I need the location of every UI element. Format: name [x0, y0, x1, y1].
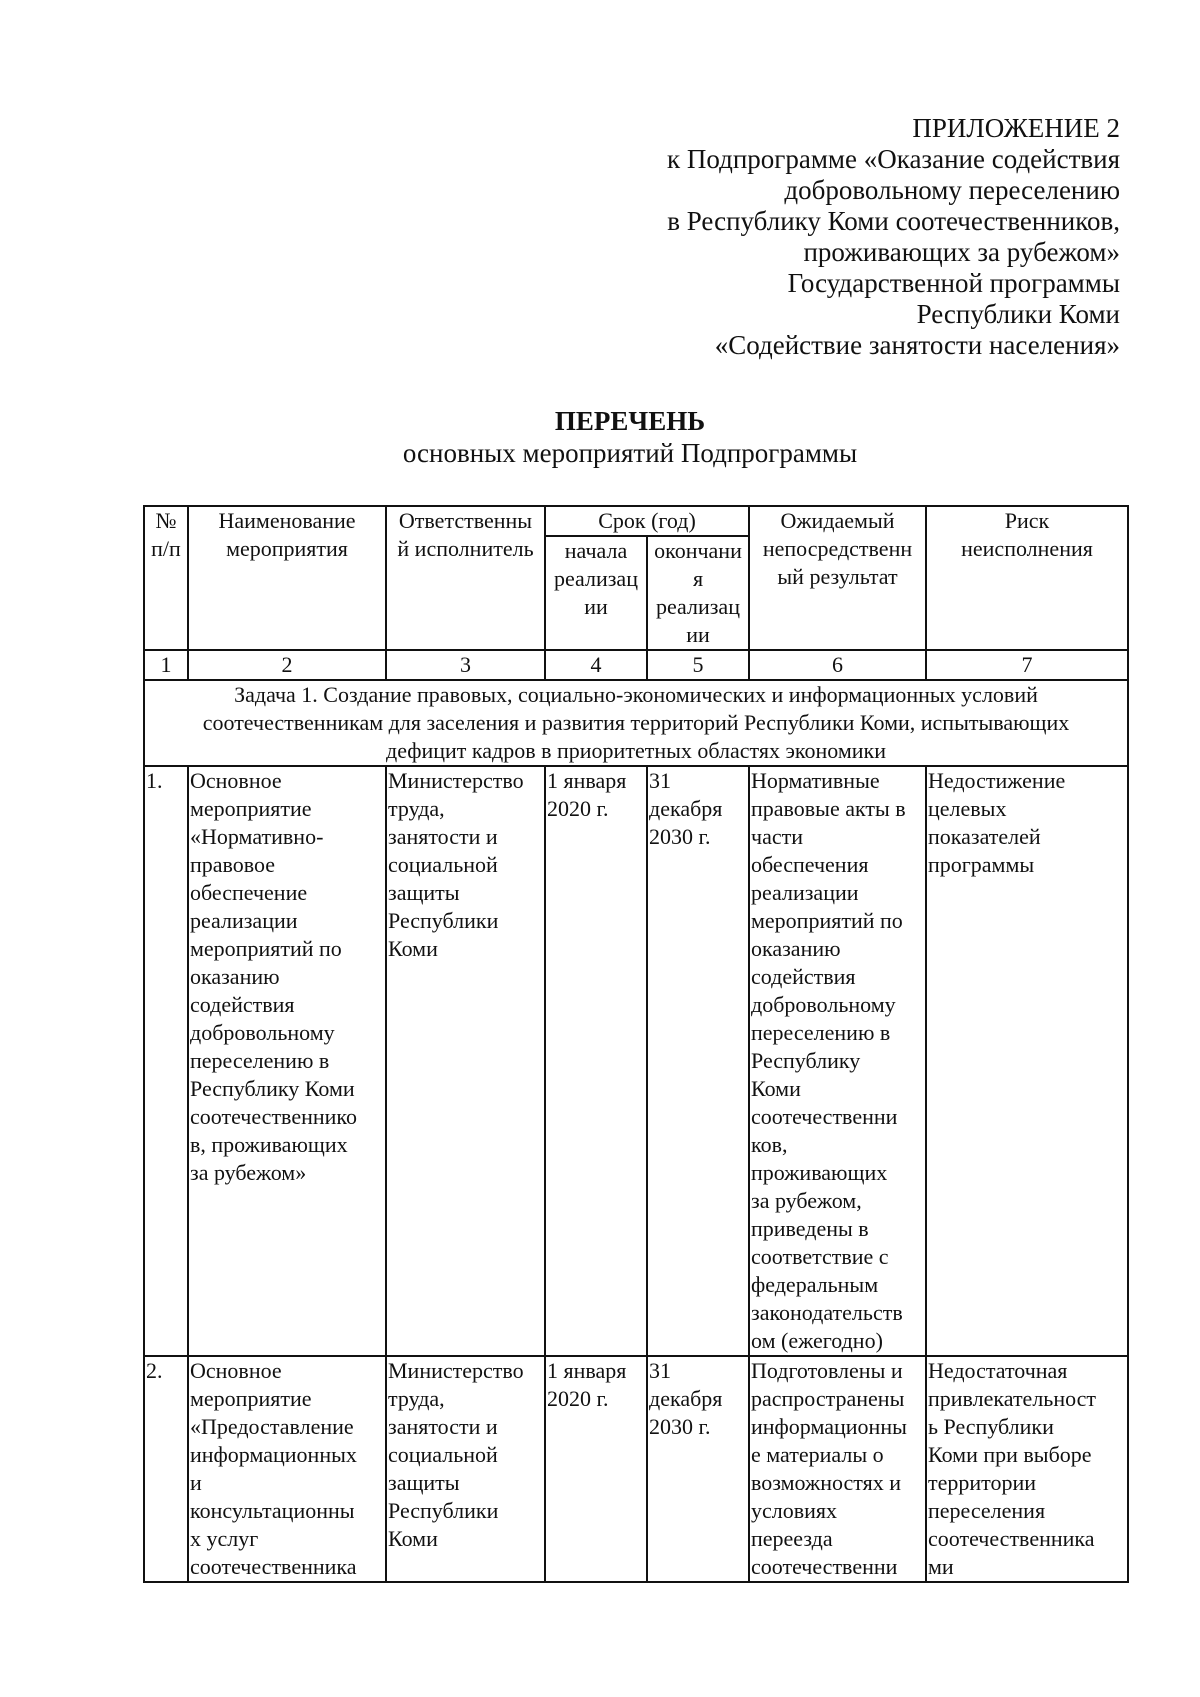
cell-line: обеспечение: [190, 880, 308, 905]
cell-line: целевых: [928, 796, 1007, 821]
cell-line: соотечественника: [190, 1554, 357, 1579]
header-result: [749, 506, 926, 650]
column-number-row: [144, 650, 1128, 680]
cell-line: социальной: [388, 1442, 498, 1467]
header-end: [647, 536, 749, 650]
cell-line: переселения: [928, 1498, 1046, 1523]
cell-line: за рубежом,: [751, 1188, 862, 1213]
cell-line: декабря: [649, 1386, 723, 1411]
cell-line: мероприятие: [190, 1386, 312, 1411]
header-term: Срок (год): [545, 506, 749, 536]
cell-line: добровольному: [190, 1020, 335, 1045]
header-line: «Содействие занятости населения»: [714, 330, 1120, 360]
row-num: 2.: [144, 1356, 188, 1582]
column-number: 5: [647, 650, 749, 680]
cell-line: 2020 г.: [547, 1386, 609, 1411]
cell-line: Министерство: [388, 768, 524, 793]
task-row: [144, 680, 1128, 766]
table-row: [144, 1356, 1128, 1582]
appendix-header: [600, 113, 1120, 361]
cell-line: занятости и: [388, 824, 498, 849]
cell-line: реализации: [751, 880, 859, 905]
table-row: [144, 766, 1128, 1356]
cell-line: социальной: [388, 852, 498, 877]
column-number: 7: [926, 650, 1128, 680]
cell-line: Основное: [190, 768, 282, 793]
cell-line: реализац: [554, 566, 638, 591]
cell-line: Коми при выборе: [928, 1442, 1092, 1467]
cell-line: 2030 г.: [649, 1414, 711, 1439]
cell-line: 2020 г.: [547, 796, 609, 821]
cell-line: неисполнения: [961, 536, 1093, 561]
cell-line: «Нормативно-: [190, 824, 324, 849]
cell-line: за рубежом»: [190, 1160, 307, 1185]
cell-line: соотечественника: [928, 1526, 1095, 1551]
header-line: в Республику Коми соотечественников,: [667, 206, 1120, 236]
row-result: [749, 766, 926, 1356]
cell-line: занятости и: [388, 1414, 498, 1439]
cell-line: 2030 г.: [649, 824, 711, 849]
cell-line: мероприятия: [226, 536, 348, 561]
row-name: [188, 766, 386, 1356]
document-title: ПЕРЕЧЕНЬ: [554, 406, 706, 436]
document-subtitle: основных мероприятий Подпрограммы: [402, 438, 858, 468]
row-end: [647, 766, 749, 1356]
cell-line: труда,: [388, 1386, 445, 1411]
header-line: Государственной программы: [787, 268, 1120, 298]
cell-line: ков,: [751, 1132, 788, 1157]
cell-line: Коми: [388, 936, 438, 961]
cell-line: 31: [649, 768, 671, 793]
cell-line: консультационны: [190, 1498, 355, 1523]
cell-line: правовые акты в: [751, 796, 906, 821]
cell-line: окончани: [654, 538, 742, 563]
cell-line: переселению в: [190, 1048, 330, 1073]
cell-line: реализац: [656, 594, 740, 619]
cell-line: ии: [686, 622, 710, 647]
header-row-top: [144, 506, 1128, 536]
cell-line: соотечественникам для заселения и развития территорий Республики Коми, испытывающих: [202, 710, 1070, 735]
row-executor: [386, 1356, 545, 1582]
cell-line: Недостижение: [928, 768, 1066, 793]
column-number: 6: [749, 650, 926, 680]
cell-line: содействия: [190, 992, 295, 1017]
cell-line: ии: [584, 594, 608, 619]
cell-line: Ожидаемый: [780, 508, 895, 533]
cell-line: переселению в: [751, 1020, 891, 1045]
header-executor: [386, 506, 545, 650]
cell-line: непосредственн: [762, 536, 913, 561]
header-name: [188, 506, 386, 650]
column-number: 1: [144, 650, 188, 680]
cell-line: части: [751, 824, 803, 849]
row-end: [647, 1356, 749, 1582]
measures-table: [143, 505, 1129, 1583]
cell-line: информационны: [751, 1414, 907, 1439]
cell-line: Основное: [190, 1358, 282, 1383]
cell-line: Республики: [388, 1498, 499, 1523]
cell-line: и: [190, 1470, 202, 1495]
row-risk: [926, 766, 1128, 1356]
cell-line: №: [155, 508, 177, 533]
header-line: Республики Коми: [916, 299, 1120, 329]
row-risk: [926, 1356, 1128, 1582]
column-number: 3: [386, 650, 545, 680]
cell-line: начала: [564, 538, 628, 563]
cell-line: ь Республики: [928, 1414, 1054, 1439]
column-number: 2: [188, 650, 386, 680]
header-line: проживающих за рубежом»: [803, 237, 1120, 267]
cell-line: переезда: [751, 1526, 833, 1551]
cell-line: ый результат: [777, 564, 898, 589]
cell-line: привлекательност: [928, 1386, 1097, 1411]
row-name: [188, 1356, 386, 1582]
cell-line: ми: [928, 1554, 954, 1579]
cell-line: мероприятие: [190, 796, 312, 821]
cell-line: добровольному: [751, 992, 896, 1017]
row-num: 1.: [144, 766, 188, 1356]
cell-line: условиях: [751, 1498, 838, 1523]
header-line: добровольному переселению: [784, 175, 1120, 205]
cell-line: Нормативные: [751, 768, 880, 793]
cell-line: Ответственны: [398, 508, 533, 533]
cell-line: ом (ежегодно): [751, 1328, 883, 1353]
cell-line: Республику: [751, 1048, 861, 1073]
cell-line: Наименование: [218, 508, 356, 533]
cell-line: защиты: [388, 1470, 460, 1495]
cell-line: оказанию: [190, 964, 280, 989]
title-block: [0, 405, 1200, 469]
cell-line: содействия: [751, 964, 856, 989]
task-description: [144, 680, 1128, 766]
cell-line: труда,: [388, 796, 445, 821]
cell-line: х услуг: [190, 1526, 259, 1551]
row-result: [749, 1356, 926, 1582]
row-start: [545, 1356, 647, 1582]
cell-line: соотечественни: [751, 1104, 898, 1129]
cell-line: 1 января: [547, 768, 627, 793]
header-line: к Подпрограмме «Оказание содействия: [667, 144, 1120, 174]
cell-line: законодательств: [751, 1300, 903, 1325]
cell-line: показателей: [928, 824, 1041, 849]
cell-line: Недостаточная: [928, 1358, 1068, 1383]
cell-line: проживающих: [751, 1160, 888, 1185]
header-risk: [926, 506, 1128, 650]
cell-line: декабря: [649, 796, 723, 821]
cell-line: обеспечения: [751, 852, 869, 877]
row-start: [545, 766, 647, 1356]
cell-line: Задача 1. Создание правовых, социально-экономических и информационных условий: [234, 682, 1038, 707]
cell-line: я: [692, 566, 704, 591]
cell-line: соотечественнико: [190, 1104, 357, 1129]
cell-line: «Предоставление: [190, 1414, 354, 1439]
cell-line: 1 января: [547, 1358, 627, 1383]
cell-line: соответствие с: [751, 1244, 889, 1269]
row-executor: [386, 766, 545, 1356]
cell-line: Республики: [388, 908, 499, 933]
cell-line: п/п: [151, 536, 181, 561]
cell-line: Министерство: [388, 1358, 524, 1383]
cell-line: в, проживающих: [190, 1132, 348, 1157]
cell-line: возможностях и: [751, 1470, 901, 1495]
cell-line: защиты: [388, 880, 460, 905]
cell-line: реализации: [190, 908, 298, 933]
cell-line: Республику Коми: [190, 1076, 355, 1101]
header-num: [144, 506, 188, 650]
cell-line: программы: [928, 852, 1035, 877]
cell-line: информационных: [190, 1442, 357, 1467]
cell-line: Коми: [388, 1526, 438, 1551]
cell-line: 31: [649, 1358, 671, 1383]
cell-line: Коми: [751, 1076, 801, 1101]
cell-line: федеральным: [751, 1272, 879, 1297]
cell-line: е материалы о: [751, 1442, 884, 1467]
cell-line: правовое: [190, 852, 276, 877]
cell-line: соотечественни: [751, 1554, 898, 1579]
cell-line: мероприятий по: [190, 936, 342, 961]
cell-line: территории: [928, 1470, 1037, 1495]
cell-line: дефицит кадров в приоритетных областях экономики: [386, 738, 886, 763]
column-number: 4: [545, 650, 647, 680]
cell-line: мероприятий по: [751, 908, 903, 933]
cell-line: распространены: [751, 1386, 905, 1411]
cell-line: приведены в: [751, 1216, 869, 1241]
cell-line: Подготовлены и: [751, 1358, 903, 1383]
cell-line: Риск: [1004, 508, 1050, 533]
header-start: [545, 536, 647, 650]
header-line: ПРИЛОЖЕНИЕ 2: [912, 113, 1120, 143]
cell-line: й исполнитель: [397, 536, 534, 561]
cell-line: оказанию: [751, 936, 841, 961]
